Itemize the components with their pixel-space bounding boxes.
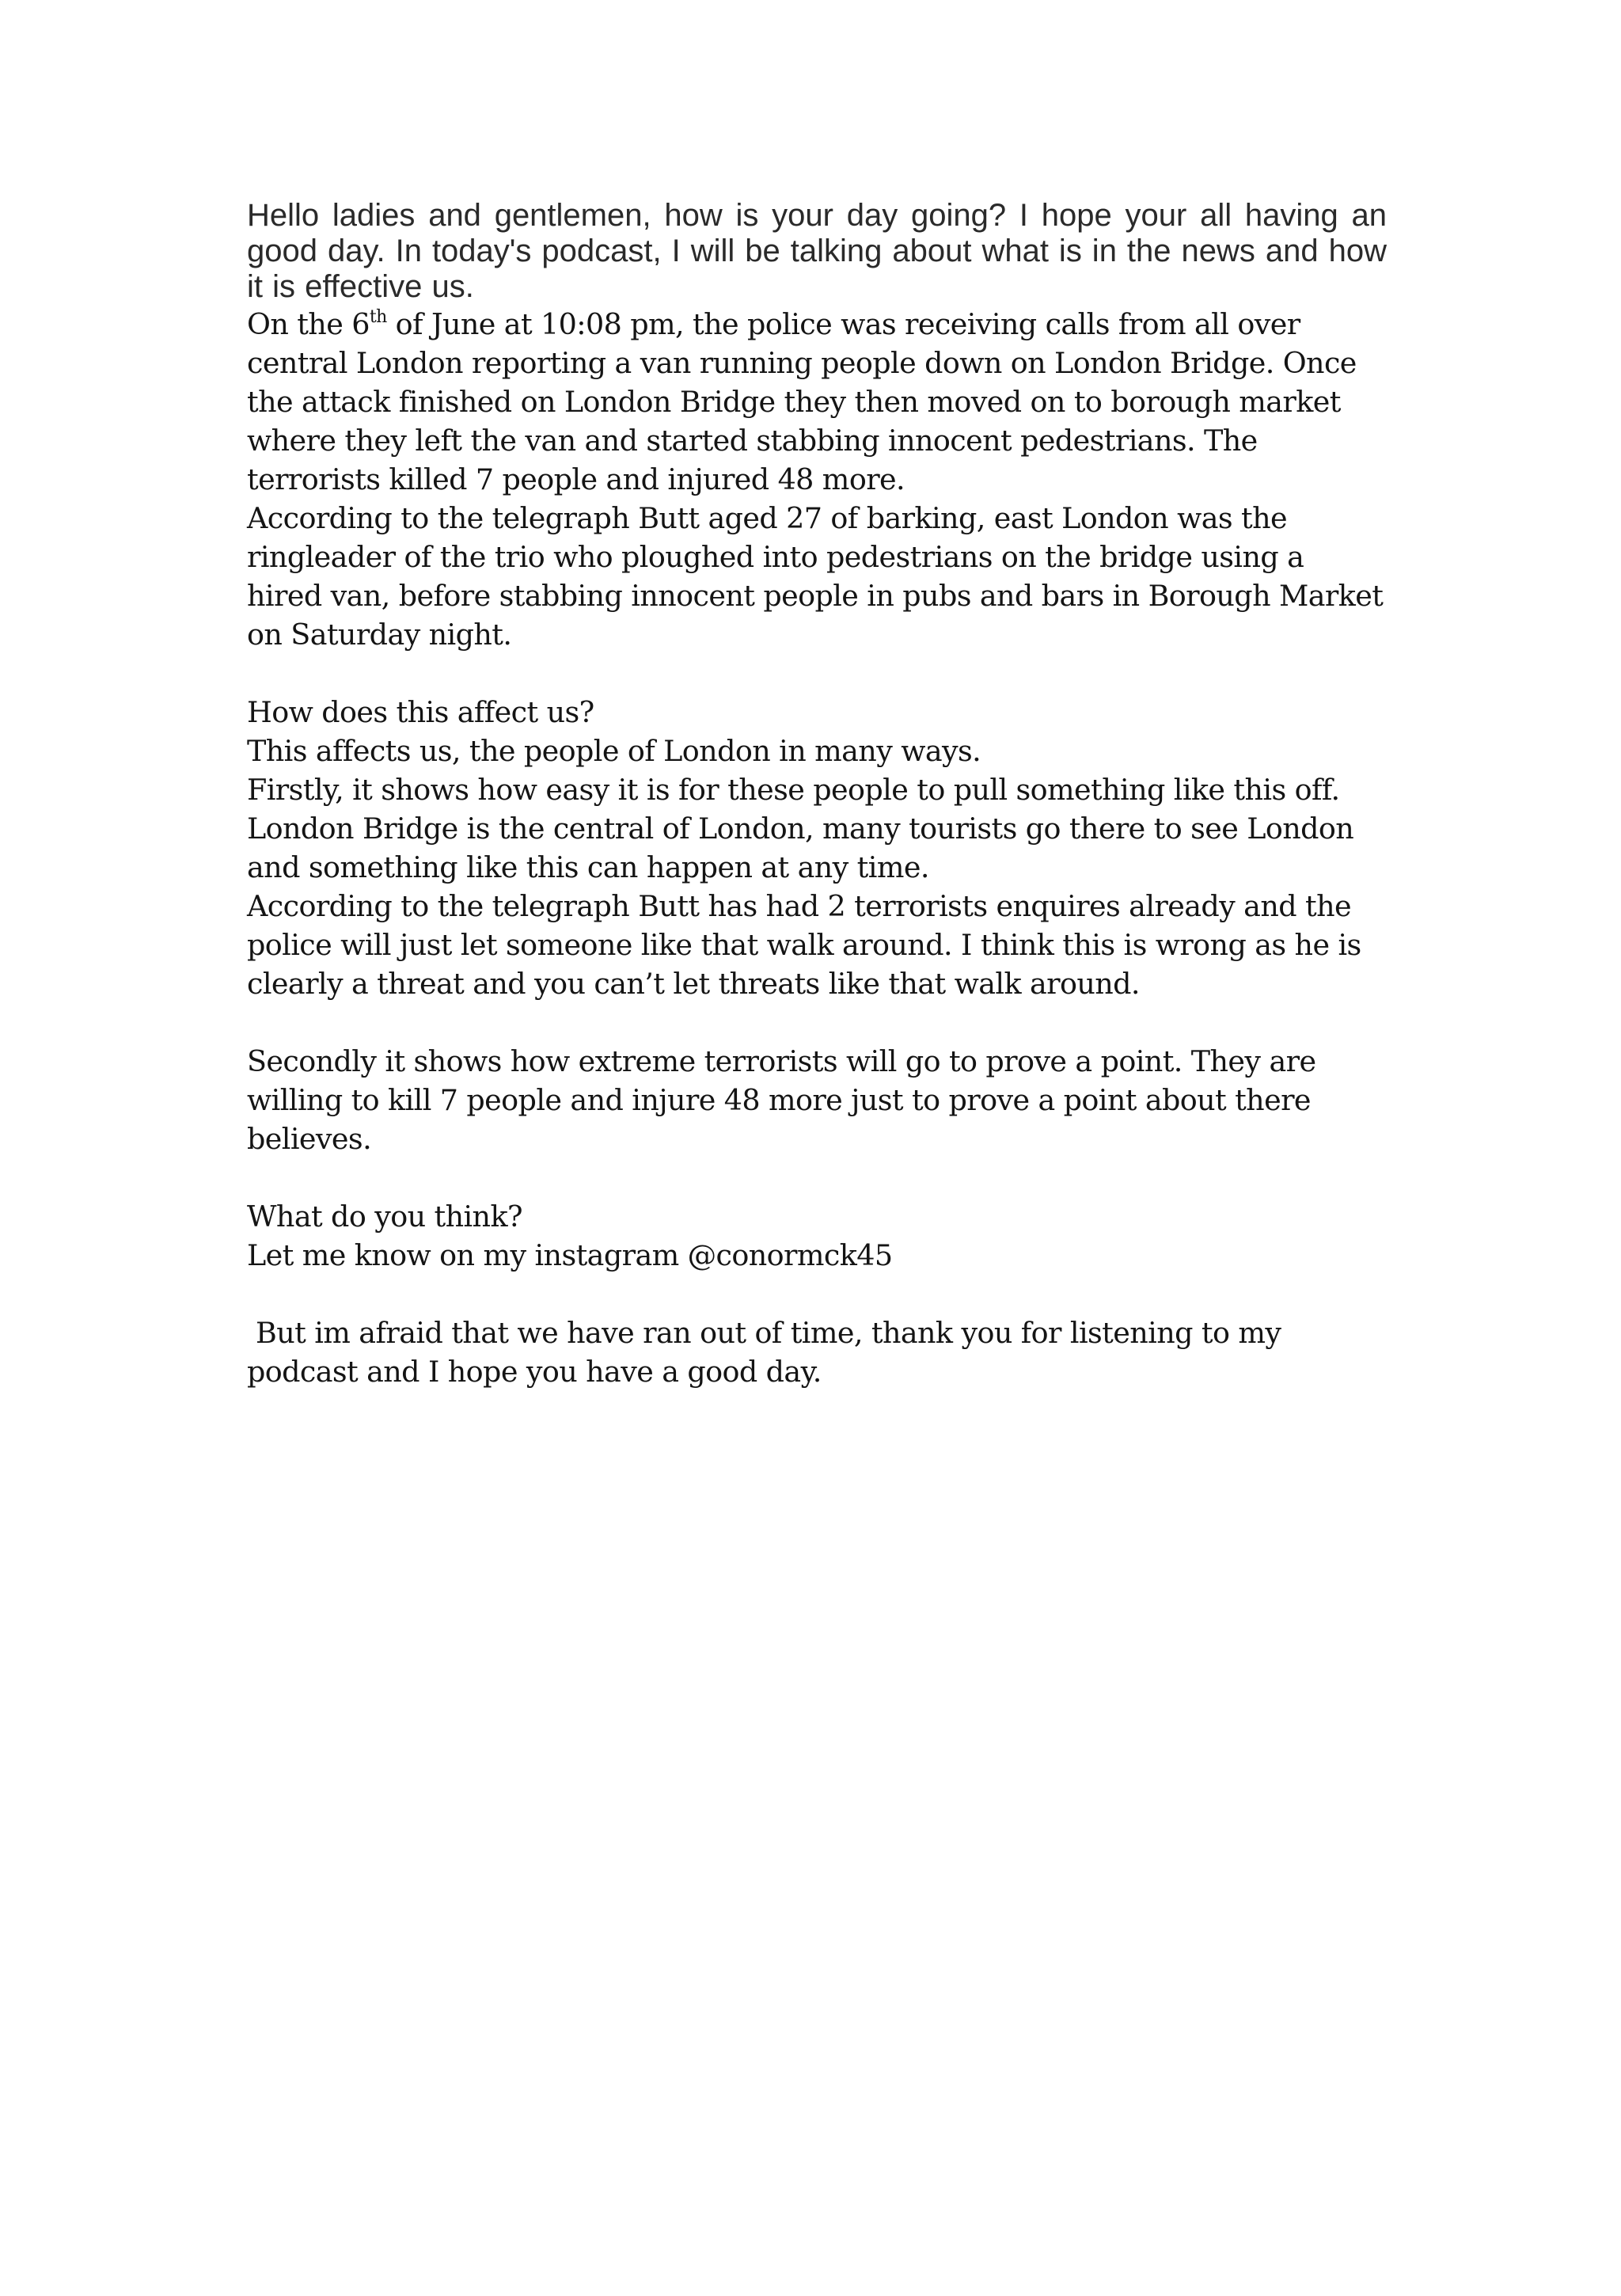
paragraph-spacer: [247, 1003, 1387, 1042]
affects-line: This affects us, the people of London in many ways.: [247, 734, 981, 768]
paragraph-spacer: [247, 654, 1387, 693]
attack-description: of June at 10:08 pm, the police was receiving calls from all over central London reporting a van running people down on London Bridge. Once the attack finished on London Bridge they then moved on to borough market where they left the van and started stabbing innocent pedestrians. The terrorists killed 7 people and injured 48 more.: [247, 307, 1357, 496]
podcast-script: [247, 198, 1387, 1391]
attack-date-prefix: On the 6: [247, 307, 370, 341]
attack-paragraph: [247, 305, 1387, 499]
closing-paragraph: But im afraid that we have ran out of time, thank you for listening to my podcast and I hope you have a good day.: [247, 1316, 1290, 1389]
what-do-you-think-line: What do you think?: [247, 1199, 522, 1234]
instagram-line: Let me know on my instagram @conormck45: [247, 1238, 893, 1272]
firstly-paragraph: Firstly, it shows how easy it is for these people to pull something like this off. London Bridge is the central of London, many tourists go there to see London and something like this can happen at any time.: [247, 773, 1354, 884]
telegraph-paragraph-1: According to the telegraph Butt aged 27 of barking, east London was the ringleader of the trio who ploughed into pedestrians on the bridge using a hired van, before stabbing innocent people in pubs and bars in Borough Market on Saturday night.: [247, 501, 1384, 652]
paragraph-spacer: [247, 1275, 1387, 1313]
paragraph-spacer: [247, 1158, 1387, 1197]
intro-paragraph: Hello ladies and gentlemen, how is your day going? I hope your all having an good day. In today's podcast, I will be talking about what is in the news and how it is effective us.: [247, 198, 1387, 304]
secondly-paragraph: Secondly it shows how extreme terrorists will go to prove a point. They are willing to kill 7 people and injure 48 more just to prove a point about there believes.: [247, 1044, 1316, 1156]
date-ordinal-superscript: th: [369, 306, 387, 327]
telegraph-paragraph-2: According to the telegraph Butt has had 2 terrorists enquires already and the police will just let someone like that walk around. I think this is wrong as he is clearly a threat and you can’t let threats like that walk around.: [247, 889, 1361, 1001]
question-heading: How does this affect us?: [247, 695, 594, 729]
